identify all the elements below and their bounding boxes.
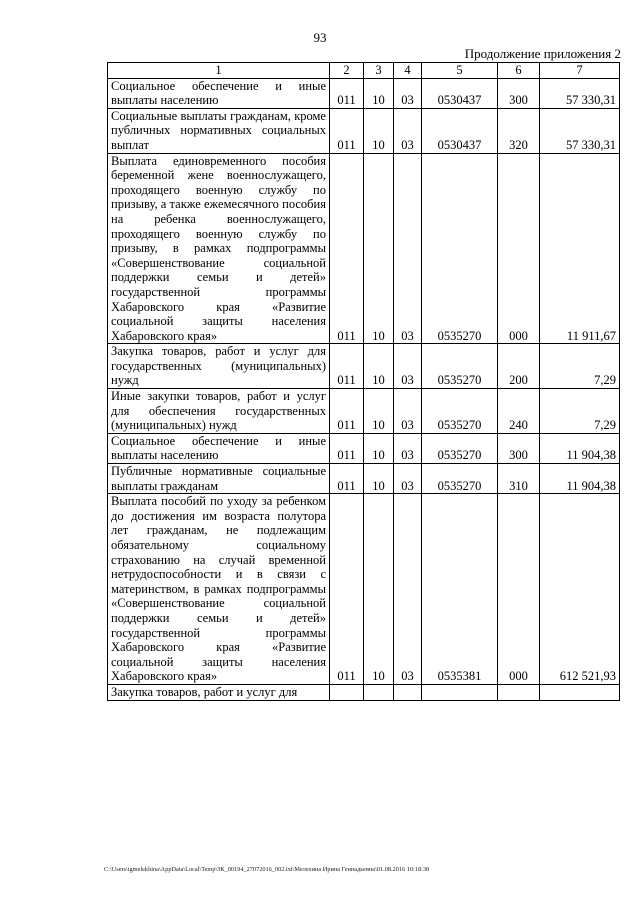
continuation-label: Продолжение приложения 2 bbox=[464, 46, 621, 61]
table-row bbox=[108, 108, 620, 153]
row-vr: 310 bbox=[498, 464, 540, 494]
row-csr bbox=[422, 684, 498, 700]
row-sum bbox=[540, 684, 620, 700]
row-rz: 10 bbox=[364, 108, 394, 153]
row-csr: 0535270 bbox=[422, 153, 498, 344]
row-name: Социальные выплаты гражданам, кроме публичных нормативных социальных выплат bbox=[108, 108, 330, 153]
budget-table bbox=[107, 62, 620, 701]
row-grbs: 011 bbox=[330, 433, 364, 463]
row-rz: 10 bbox=[364, 464, 394, 494]
row-pr bbox=[394, 684, 422, 700]
row-vr: 300 bbox=[498, 433, 540, 463]
table-row bbox=[108, 389, 620, 434]
row-name: Закупка товаров, работ и услуг для bbox=[108, 684, 330, 700]
header-cell: 3 bbox=[364, 63, 394, 79]
row-sum: 57 330,31 bbox=[540, 108, 620, 153]
row-sum: 11 911,67 bbox=[540, 153, 620, 344]
row-pr: 03 bbox=[394, 389, 422, 434]
header-cell: 1 bbox=[108, 63, 330, 79]
row-csr: 0535381 bbox=[422, 494, 498, 685]
row-csr: 0535270 bbox=[422, 464, 498, 494]
row-sum: 11 904,38 bbox=[540, 433, 620, 463]
row-pr: 03 bbox=[394, 153, 422, 344]
table-row bbox=[108, 684, 620, 700]
row-csr: 0535270 bbox=[422, 344, 498, 389]
row-rz: 10 bbox=[364, 153, 394, 344]
row-name: Иные закупки товаров, работ и услуг для обеспечения государственных (муниципальных) нужд bbox=[108, 389, 330, 434]
header-cell: 6 bbox=[498, 63, 540, 79]
row-rz: 10 bbox=[364, 344, 394, 389]
header-cell: 5 bbox=[422, 63, 498, 79]
row-rz: 10 bbox=[364, 494, 394, 685]
row-csr: 0535270 bbox=[422, 433, 498, 463]
row-sum: 57 330,31 bbox=[540, 78, 620, 108]
row-name: Социальное обеспечение и иные выплаты населению bbox=[108, 78, 330, 108]
row-grbs: 011 bbox=[330, 494, 364, 685]
row-sum: 7,29 bbox=[540, 389, 620, 434]
row-grbs: 011 bbox=[330, 464, 364, 494]
row-sum: 612 521,93 bbox=[540, 494, 620, 685]
row-rz bbox=[364, 684, 394, 700]
row-pr: 03 bbox=[394, 344, 422, 389]
table-row bbox=[108, 433, 620, 463]
row-name: Публичные нормативные социальные выплаты гражданам bbox=[108, 464, 330, 494]
row-pr: 03 bbox=[394, 464, 422, 494]
row-grbs: 011 bbox=[330, 344, 364, 389]
table-header-row bbox=[108, 63, 620, 79]
row-pr: 03 bbox=[394, 78, 422, 108]
table-row bbox=[108, 153, 620, 344]
row-vr: 000 bbox=[498, 153, 540, 344]
page-number: 93 bbox=[313, 30, 327, 45]
table-row bbox=[108, 494, 620, 685]
header-cell: 2 bbox=[330, 63, 364, 79]
table-row bbox=[108, 344, 620, 389]
row-csr: 0530437 bbox=[422, 78, 498, 108]
row-name: Выплата пособий по уходу за ребенком до достижения им возраста полутора лет гражданам, не подлежащим обязательному социальному страхованию на случай временной нетрудоспособности и в связи с материнством, в рамках подпрограммы «Совершенствование социальной поддержки семьи и детей» государственной программы Хабаровского края «Развитие социальной защиты населения Хабаровского края» bbox=[108, 494, 330, 685]
row-vr: 300 bbox=[498, 78, 540, 108]
table-row bbox=[108, 464, 620, 494]
header-cell: 4 bbox=[394, 63, 422, 79]
row-vr bbox=[498, 684, 540, 700]
row-pr: 03 bbox=[394, 494, 422, 685]
row-grbs: 011 bbox=[330, 108, 364, 153]
row-csr: 0530437 bbox=[422, 108, 498, 153]
row-vr: 320 bbox=[498, 108, 540, 153]
row-vr: 000 bbox=[498, 494, 540, 685]
row-csr: 0535270 bbox=[422, 389, 498, 434]
row-pr: 03 bbox=[394, 433, 422, 463]
row-sum: 11 904,38 bbox=[540, 464, 620, 494]
row-pr: 03 bbox=[394, 108, 422, 153]
row-grbs: 011 bbox=[330, 389, 364, 434]
row-vr: 240 bbox=[498, 389, 540, 434]
file-path-footer: C:\Users\igmelekhina\AppData\Local\Temp\ЗК_00194_27072016_002.txt\Мелехина Ирина Геннадьевна\01.08.2016 10:18:38 bbox=[104, 866, 430, 873]
row-rz: 10 bbox=[364, 389, 394, 434]
row-name: Выплата единовременного пособия беременной жене военнослужащего, проходящего военную службу по призыву, а также ежемесячного пособия на ребенка военнослужащего, проходящего военную службу по призыву, в рамках подпрограммы «Совершенствование социальной поддержки семьи и детей» государственной программы Хабаровского края «Развитие социальной защиты населения Хабаровского края» bbox=[108, 153, 330, 344]
row-name: Закупка товаров, работ и услуг для государственных (муниципальных) нужд bbox=[108, 344, 330, 389]
row-grbs bbox=[330, 684, 364, 700]
row-grbs: 011 bbox=[330, 153, 364, 344]
table-row bbox=[108, 78, 620, 108]
row-grbs: 011 bbox=[330, 78, 364, 108]
row-rz: 10 bbox=[364, 433, 394, 463]
header-cell: 7 bbox=[540, 63, 620, 79]
row-vr: 200 bbox=[498, 344, 540, 389]
row-sum: 7,29 bbox=[540, 344, 620, 389]
row-rz: 10 bbox=[364, 78, 394, 108]
row-name: Социальное обеспечение и иные выплаты населению bbox=[108, 433, 330, 463]
